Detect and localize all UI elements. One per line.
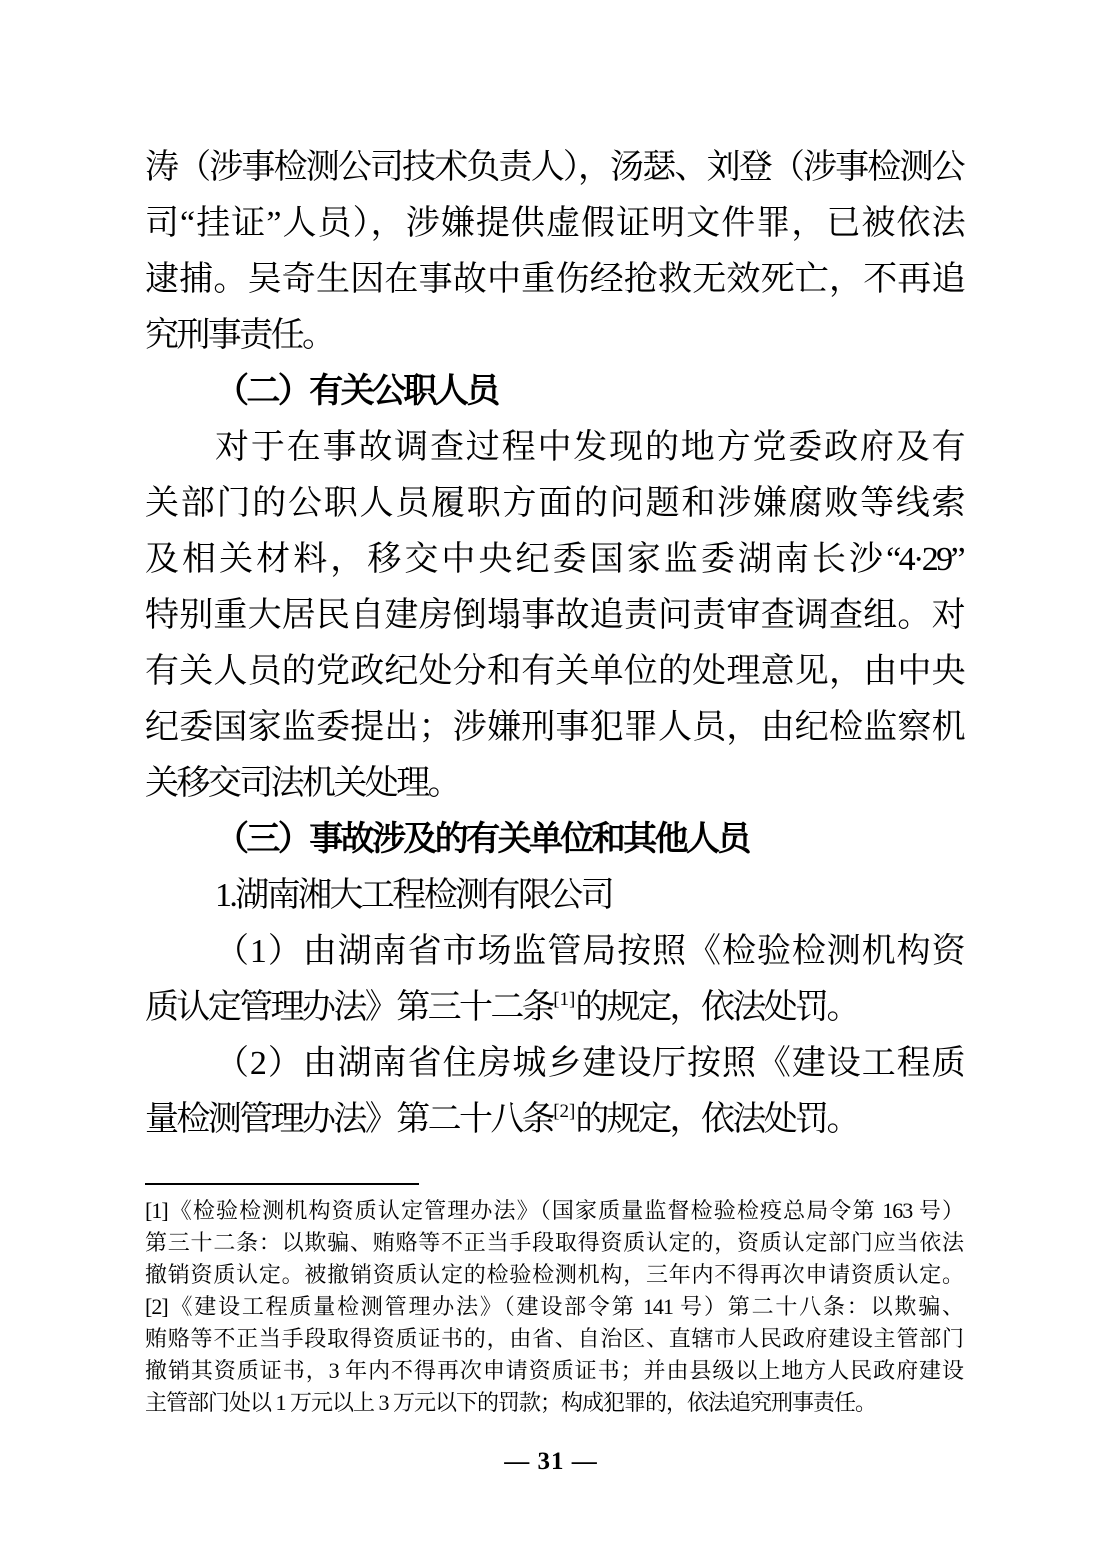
body-line	[145, 980, 963, 1036]
body-line	[145, 1092, 963, 1148]
footnote-1-line: 第三十二条：以欺骗、贿赂等不正当手段取得资质认定的，资质认定部门应当依法	[145, 1230, 963, 1255]
body-line: 关部门的公职人员履职方面的问题和涉嫌腐败等线索	[145, 485, 963, 522]
body-line: （2）由湖南省住房城乡建设厅按照《建设工程质	[215, 1045, 963, 1082]
body-text: 的规定，依法处罚。	[575, 989, 858, 1026]
footnote-2-line: [2]《建设工程质量检测管理办法》（建设部令第 141 号）第二十八条：以欺骗、	[145, 1294, 963, 1319]
page-number: — 31 —	[504, 1448, 598, 1475]
footnote-1-line: [1]《检验检测机构资质认定管理办法》（国家质量监督检验检疫总局令第 163 号）	[145, 1198, 963, 1223]
body-text: 量检测管理办法》第二十八条	[145, 1101, 554, 1138]
footnote-separator-rule	[145, 1183, 419, 1185]
body-line: 对于在事故调查过程中发现的地方党委政府及有	[215, 429, 963, 466]
body-line: 关移交司法机关处理。	[145, 765, 459, 802]
footnote-ref-1: [1]	[553, 989, 576, 1010]
body-line: （1）由湖南省市场监管局按照《检验检测机构资	[215, 933, 963, 970]
body-line: 纪委国家监委提出；涉嫌刑事犯罪人员，由纪检监察机	[145, 709, 963, 746]
footnote-2-line: 贿赂等不正当手段取得资质证书的，由省、自治区、直辖市人民政府建设主管部门	[145, 1326, 963, 1351]
section-heading-3: （三）事故涉及的有关单位和其他人员	[215, 821, 749, 858]
section-heading-2: （二）有关公职人员	[215, 373, 498, 410]
company-item-line: 1.湖南湘大工程检测有限公司	[215, 877, 613, 914]
body-line: 究刑事责任。	[145, 317, 334, 354]
footnote-ref-2: [2]	[553, 1101, 576, 1122]
body-line: 涛（涉事检测公司技术负责人），汤瑟、刘登（涉事检测公	[145, 149, 963, 186]
body-line: 特别重大居民自建房倒塌事故追责问责审查调查组。对	[145, 597, 963, 634]
document-body	[145, 140, 963, 1148]
footnotes-section	[145, 1183, 963, 1419]
footnote-2-line: 主管部门处以 1 万元以上 3 万元以下的罚款；构成犯罪的，依法追究刑事责任。	[145, 1390, 877, 1415]
footnote-1-line: 撤销资质认定。被撤销资质认定的检验检测机构，三年内不得再次申请资质认定。	[145, 1262, 963, 1287]
body-line: 逮捕。吴奇生因在事故中重伤经抢救无效死亡，不再追	[145, 261, 963, 298]
footnote-2-line: 撤销其资质证书，3 年内不得再次申请资质证书；并由县级以上地方人民政府建设	[145, 1358, 963, 1383]
body-line: 司“挂证”人员），涉嫌提供虚假证明文件罪，已被依法	[145, 205, 963, 242]
body-text: 质认定管理办法》第三十二条	[145, 989, 554, 1026]
body-line: 及相关材料，移交中央纪委国家监委湖南长沙“4·29”	[145, 541, 963, 578]
body-text: 的规定，依法处罚。	[575, 1101, 858, 1138]
body-line: 有关人员的党政纪处分和有关单位的处理意见，由中央	[145, 653, 963, 690]
